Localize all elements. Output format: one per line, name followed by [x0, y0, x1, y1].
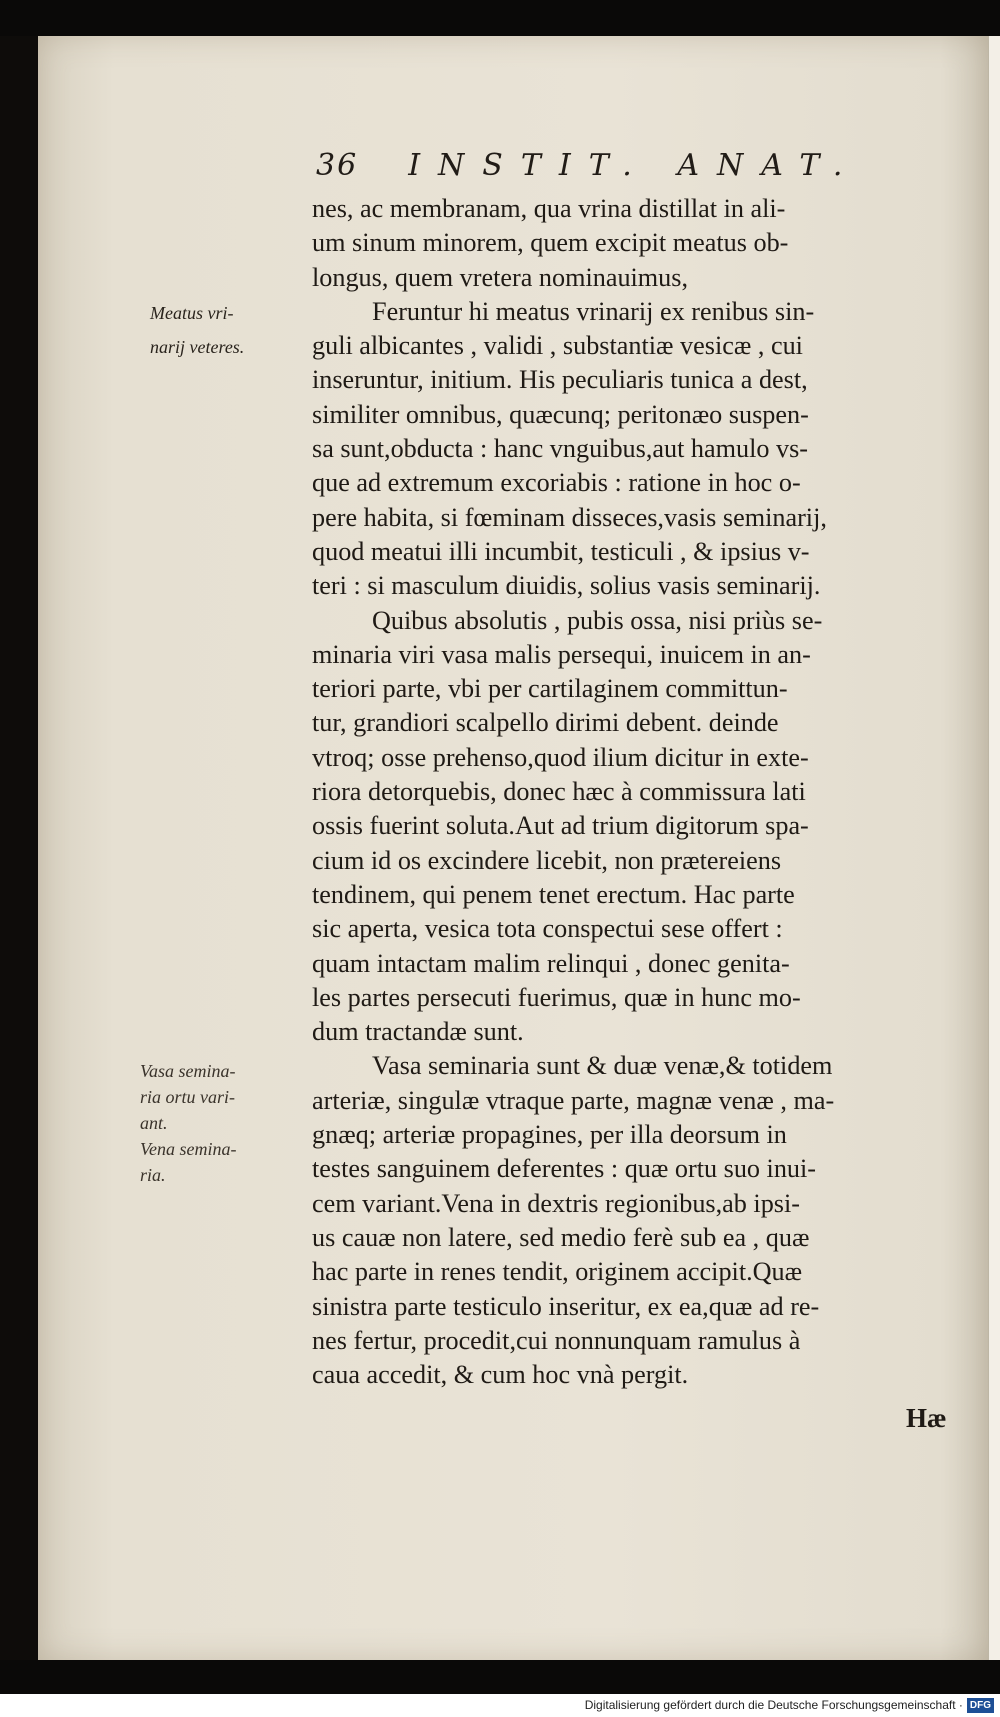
text-line: us cauæ non latere, sed medio ferè sub ea , quæ	[312, 1222, 810, 1252]
page-edge	[988, 36, 1000, 1660]
text-line: sa sunt,obducta : hanc vnguibus,aut hamulo vs-	[312, 434, 809, 464]
text-line: tur, grandiori scalpello dirimi debent. deinde	[312, 708, 779, 738]
scan-top-border	[0, 0, 1000, 36]
marginal-note-line: ria ortu vari-	[140, 1087, 236, 1107]
text-line: minaria viri vasa malis persequi, inuicem in an-	[312, 639, 811, 669]
text-line: ossis fuerint soluta.Aut ad trium digitorum spa-	[312, 811, 809, 841]
text-line: guli albicantes , validi , substantiæ vesicæ , cui	[312, 331, 803, 361]
text-line: quam intactam malim relinqui , donec genita-	[312, 948, 790, 978]
marginal-note-line: narij veteres.	[150, 337, 245, 357]
text-line: les partes persecuti fuerimus, quæ in hunc mo-	[312, 982, 801, 1012]
dfg-logo[interactable]: DFG	[967, 1698, 994, 1713]
text-line: testes sanguinem deferentes : quæ ortu suo inui-	[312, 1154, 817, 1184]
running-title: INSTIT. ANAT.	[408, 148, 861, 183]
text-line: sic aperta, vesica tota conspectui sese offert :	[312, 914, 783, 944]
text-line: que ad extremum excoriabis : ratione in hoc o-	[312, 468, 801, 498]
digitization-footer	[0, 1694, 1000, 1717]
marginal-note-meatus	[150, 296, 244, 364]
text-line: cem variant.Vena in dextris regionibus,ab ipsi-	[312, 1188, 800, 1218]
text-line: cium id os excindere licebit, non prætereiens	[312, 845, 782, 875]
text-line: Feruntur hi meatus vrinarij ex renibus sin-	[372, 296, 815, 326]
footer-credit-text: Digitalisierung gefördert durch die Deutsche Forschungsgemeinschaft ·	[584, 1698, 963, 1712]
text-line: dum tractandæ sunt.	[312, 1017, 524, 1047]
text-line: inseruntur, initium. His peculiaris tunica a dest,	[312, 365, 808, 395]
catchword: Hæ	[906, 1403, 947, 1433]
text-line: teri : si masculum diuidis, solius vasis seminarij.	[312, 571, 821, 601]
text-line: similiter omnibus, quæcunq; peritonæo suspen-	[312, 399, 809, 429]
text-line: pere habita, si fœminam disseces,vasis seminarij,	[312, 502, 827, 532]
text-line: tendinem, qui penem tenet erectum. Hac parte	[312, 879, 795, 909]
text-line: vtroq; osse prehenso,quod ilium dicitur in exte-	[312, 742, 809, 772]
text-line: gnæq; arteriæ propagines, per illa deorsum in	[312, 1120, 787, 1150]
text-line: Vasa seminaria sunt & duæ venæ,& totidem	[372, 1051, 833, 1081]
marginal-note-line: ant.	[140, 1113, 168, 1133]
text-line: arteriæ, singulæ vtraque parte, magnæ venæ , ma-	[312, 1085, 835, 1115]
marginal-note-vasa	[140, 1058, 236, 1188]
running-header	[316, 148, 876, 188]
marginal-note-line: Vasa semina-	[140, 1061, 236, 1081]
marginal-note-line: Vena semina-	[140, 1139, 237, 1159]
text-line: quod meatui illi incumbit, testiculi , & ipsius v-	[312, 536, 810, 566]
text-line: Quibus absolutis , pubis ossa, nisi priùs se-	[372, 605, 823, 635]
text-line: caua accedit, & cum hoc vnà pergit.	[312, 1360, 689, 1390]
text-line: nes, ac membranam, qua vrina distillat in ali-	[312, 194, 786, 223]
text-line: sinistra parte testiculo inseritur, ex ea,quæ ad re-	[312, 1291, 820, 1321]
marginal-note-line: Meatus vri-	[150, 303, 234, 323]
text-line: riora detorquebis, donec hæc à commissura lati	[312, 777, 806, 807]
body-text	[312, 192, 962, 1392]
text-line: nes fertur, procedit,cui nonnunquam ramulus à	[312, 1325, 801, 1355]
text-line: um sinum minorem, quem excipit meatus ob-	[312, 228, 789, 258]
text-line: hac parte in renes tendit, originem accipit.Quæ	[312, 1257, 803, 1287]
page-number: 36	[316, 148, 359, 183]
text-line: longus, quem vretera nominauimus,	[312, 262, 689, 292]
marginal-note-line: ria.	[140, 1165, 166, 1185]
text-line: teriori parte, vbi per cartilaginem committun-	[312, 674, 788, 704]
